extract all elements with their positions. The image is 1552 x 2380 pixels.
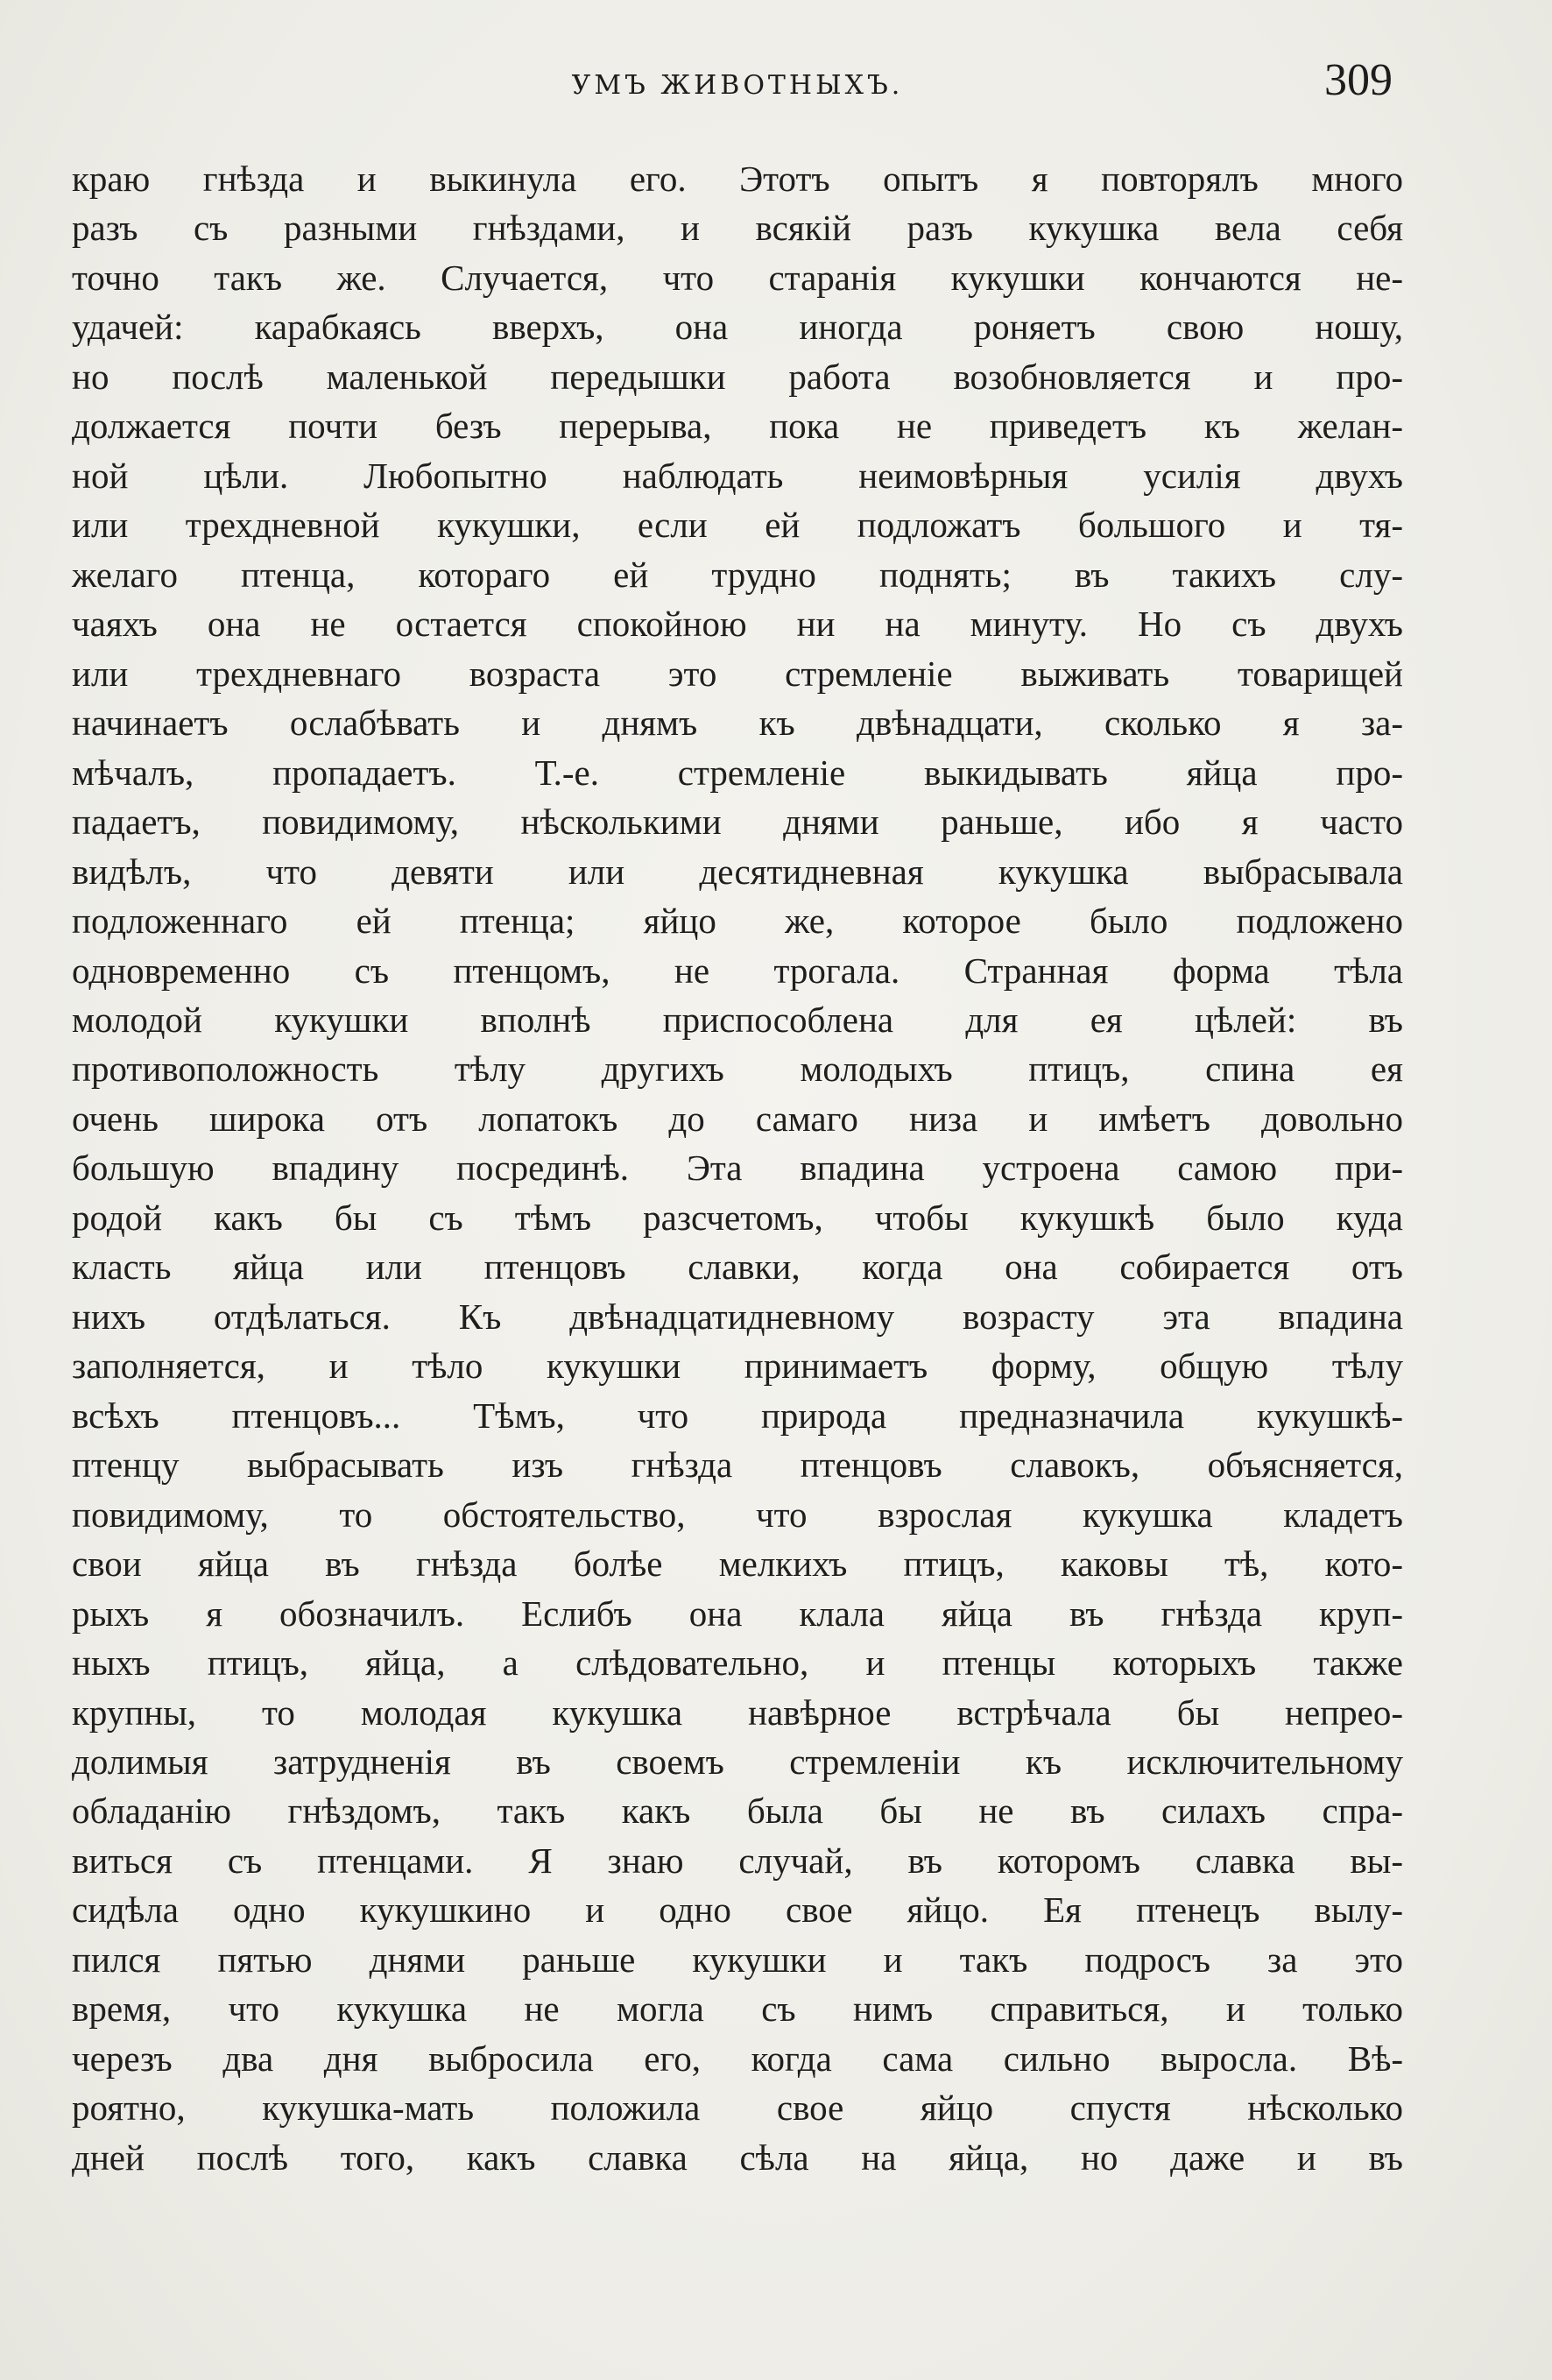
- text-line: рыхъ я обозначилъ. Еслибъ она клала яйца въ гнѣзда круп-: [72, 1593, 1403, 1634]
- text-line: дней послѣ того, какъ славка сѣла на яйца, но даже и въ: [72, 2136, 1403, 2178]
- text-line: большую впадину посрединѣ. Эта впадина устроена самою при-: [72, 1148, 1403, 1189]
- body-text: [72, 154, 1403, 2182]
- text-line: роятно, кукушка-мать положила свое яйцо спустя нѣсколько: [72, 2087, 1403, 2129]
- text-line: одновременно съ птенцомъ, не трогала. Странная форма тѣла: [72, 950, 1403, 991]
- text-line: должается почти безъ перерыва, пока не приведетъ къ желан-: [72, 406, 1403, 447]
- text-line: свои яйца въ гнѣзда болѣе мелкихъ птицъ, каковы тѣ, кото-: [72, 1543, 1403, 1585]
- text-line: виться съ птенцами. Я знаю случай, въ которомъ славка вы-: [72, 1840, 1403, 1881]
- text-line: время, что кукушка не могла съ нимъ справиться, и только: [72, 1988, 1403, 2030]
- text-line: заполняется, и тѣло кукушки принимаетъ форму, общую тѣлу: [72, 1345, 1403, 1387]
- text-line: крупны, то молодая кукушка навѣрное встрѣчала бы непрео-: [72, 1691, 1403, 1733]
- text-line: краю гнѣзда и выкинула его. Этотъ опытъ я повторялъ много: [72, 159, 1403, 199]
- running-title: УМЪ ЖИВОТНЫХЪ.: [571, 70, 904, 101]
- text-line: но послѣ маленькой передышки работа возобновляется и про-: [72, 356, 1403, 397]
- text-line: противоположность тѣлу другихъ молодыхъ птицъ, спина ея: [72, 1049, 1403, 1090]
- text-line: мѣчалъ, пропадаетъ. Т.-е. стремленіе выкидывать яйца про-: [72, 752, 1403, 793]
- text-line: ныхъ птицъ, яйца, а слѣдовательно, и птенцы которыхъ также: [72, 1642, 1403, 1684]
- text-line: падаетъ, повидимому, нѣсколькими днями раньше, ибо я часто: [72, 802, 1403, 843]
- text-line: разъ съ разными гнѣздами, и всякій разъ кукушка вела себя: [72, 208, 1403, 249]
- text-line: или трехдневной кукушки, если ей подложатъ большого и тя-: [72, 505, 1403, 546]
- page-number: 309: [1324, 55, 1393, 105]
- text-line: желаго птенца, котораго ей трудно поднять; въ такихъ слу-: [72, 554, 1403, 595]
- text-line: долимыя затрудненія въ своемъ стремленіи къ исключительному: [72, 1741, 1403, 1782]
- text-line: повидимому, то обстоятельство, что взрослая кукушка кладетъ: [72, 1494, 1403, 1535]
- text-line: подложеннаго ей птенца; яйцо же, которое было подложено: [72, 900, 1403, 942]
- text-line: сидѣла одно кукушкино и одно свое яйцо. Ея птенецъ вылу-: [72, 1889, 1403, 1931]
- text-line: начинаетъ ослабѣвать и днямъ къ двѣнадцати, сколько я за-: [72, 703, 1403, 744]
- text-line: нихъ отдѣлаться. Къ двѣнадцатидневному возрасту эта впадина: [72, 1296, 1403, 1337]
- text-line: родой какъ бы съ тѣмъ разсчетомъ, чтобы кукушкѣ было куда: [72, 1197, 1403, 1238]
- text-line: удачей: карабкаясь вверхъ, она иногда роняетъ свою ношу,: [72, 307, 1403, 348]
- text-line: ной цѣли. Любопытно наблюдать неимовѣрныя усилія двухъ: [72, 455, 1403, 496]
- text-line: всѣхъ птенцовъ... Тѣмъ, что природа предназначила кукушкѣ-: [72, 1395, 1403, 1436]
- text-line: обладанію гнѣздомъ, такъ какъ была бы не въ силахъ спра-: [72, 1790, 1403, 1832]
- text-line: пился пятью днями раньше кукушки и такъ подросъ за это: [72, 1939, 1403, 1980]
- text-line: чаяхъ она не остается спокойною ни на минуту. Но съ двухъ: [72, 604, 1403, 645]
- text-line: очень широка отъ лопатокъ до самаго низа и имѣетъ довольно: [72, 1098, 1403, 1139]
- running-head: [72, 54, 1403, 116]
- text-line: или трехдневнаго возраста это стремленіе выживать товарищей: [72, 653, 1403, 694]
- text-line: видѣлъ, что девяти или десятидневная кукушка выбрасывала: [72, 851, 1403, 892]
- text-line: класть яйца или птенцовъ славки, когда она собирается отъ: [72, 1246, 1403, 1288]
- text-line: птенцу выбрасывать изъ гнѣзда птенцовъ славокъ, объясняется,: [72, 1444, 1403, 1486]
- text-line: молодой кукушки вполнѣ приспособлена для ея цѣлей: въ: [72, 999, 1403, 1040]
- text-line: черезъ два дня выбросила его, когда сама сильно выросла. Вѣ-: [72, 2037, 1403, 2079]
- text-line: точно такъ же. Случается, что старанія кукушки кончаются не-: [72, 257, 1403, 298]
